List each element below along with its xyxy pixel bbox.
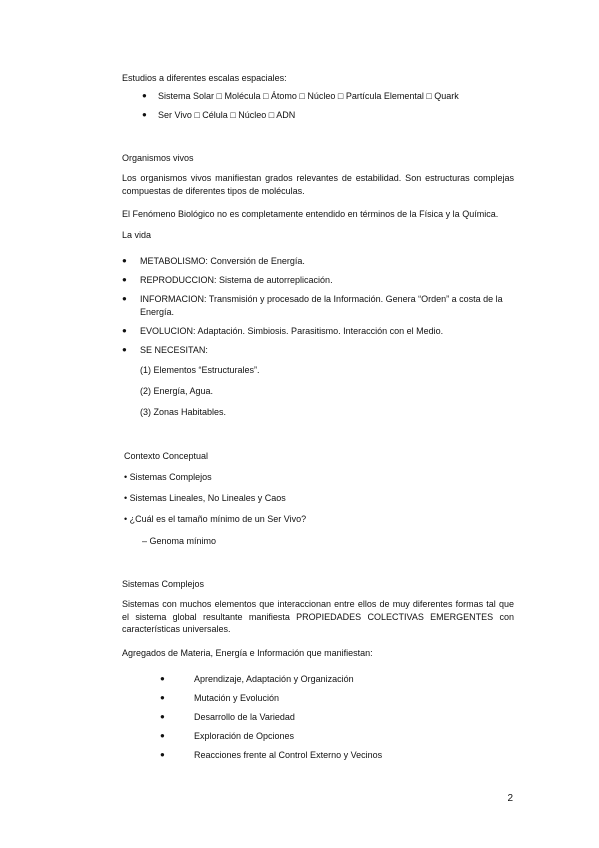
bullet-icon: ● <box>122 326 127 335</box>
subheading-life: La vida <box>122 230 152 240</box>
bullet-icon: ● <box>122 256 127 265</box>
bullet-icon: ● <box>142 91 147 100</box>
paragraph-biological: El Fenómeno Biológico no es completamente entendido en términos de la Física y la Química. <box>122 209 499 219</box>
list-item: • Sistemas Complejos <box>124 472 212 482</box>
list-item: Ser Vivo □ Célula □ Núcleo □ ADN <box>158 110 296 120</box>
bullet-icon: ● <box>160 750 165 759</box>
list-item: Aprendizaje, Adaptación y Organización <box>194 674 354 684</box>
list-item: • Sistemas Lineales, No Lineales y Caos <box>124 493 286 503</box>
bullet-icon: ● <box>160 731 165 740</box>
page-number: 2 <box>507 793 513 804</box>
list-item: Mutación y Evolución <box>194 693 280 703</box>
paragraph-organisms: Los organismos vivos manifiestan grados relevantes de estabilidad. Son estructuras complejas compuestas de diferentes tipos de moléculas. <box>122 173 514 196</box>
list-item: EVOLUCION: Adaptación. Simbiosis. Parasitismo. Interacción con el Medio. <box>140 326 444 336</box>
paragraph-aggregates: Agregados de Materia, Energía e Información que manifiestan: <box>122 648 373 658</box>
section-heading-complex: Sistemas Complejos <box>122 579 205 589</box>
bullet-icon: ● <box>160 674 165 683</box>
bullet-icon: ● <box>122 275 127 284</box>
list-item: Desarrollo de la Variedad <box>194 712 295 722</box>
list-item: Exploración de Opciones <box>194 731 295 741</box>
bullet-icon: ● <box>122 294 127 303</box>
list-item: Sistema Solar □ Molécula □ Átomo □ Núcleo □ Partícula Elemental □ Quark <box>158 91 459 101</box>
paragraph-complex-systems: Sistemas con muchos elementos que interaccionan entre ellos de muy diferentes formas tal que el sistema global resultante manifiesta PROPIEDADES COLECTIVAS EMERGENTES con características universales. <box>122 599 514 634</box>
list-item: SE NECESITAN: <box>140 345 208 355</box>
needs-item: (1) Elementos “Estructurales”. <box>140 365 260 375</box>
list-item: • ¿Cuál es el tamaño mínimo de un Ser Vivo? <box>124 514 307 524</box>
bullet-icon: ● <box>160 693 165 702</box>
list-item: REPRODUCCION: Sistema de autorreplicación. <box>140 275 333 285</box>
list-item: INFORMACION: Transmisión y procesado de la Información. Genera “Orden” a costa de la Energía. <box>140 294 503 317</box>
needs-item: (3) Zonas Habitables. <box>140 407 227 417</box>
needs-item: (2) Energía, Agua. <box>140 386 214 396</box>
section-heading-organisms: Organismos vivos <box>122 153 194 163</box>
bullet-icon: ● <box>122 345 127 354</box>
list-item: Reacciones frente al Control Externo y Vecinos <box>194 750 383 760</box>
list-item: METABOLISMO: Conversión de Energía. <box>140 256 305 266</box>
section-heading-scales: Estudios a diferentes escalas espaciales: <box>122 73 287 83</box>
bullet-icon: ● <box>142 110 147 119</box>
section-heading-context: Contexto Conceptual <box>124 451 209 461</box>
bullet-icon: ● <box>160 712 165 721</box>
list-subitem: – Genoma mínimo <box>142 536 217 546</box>
